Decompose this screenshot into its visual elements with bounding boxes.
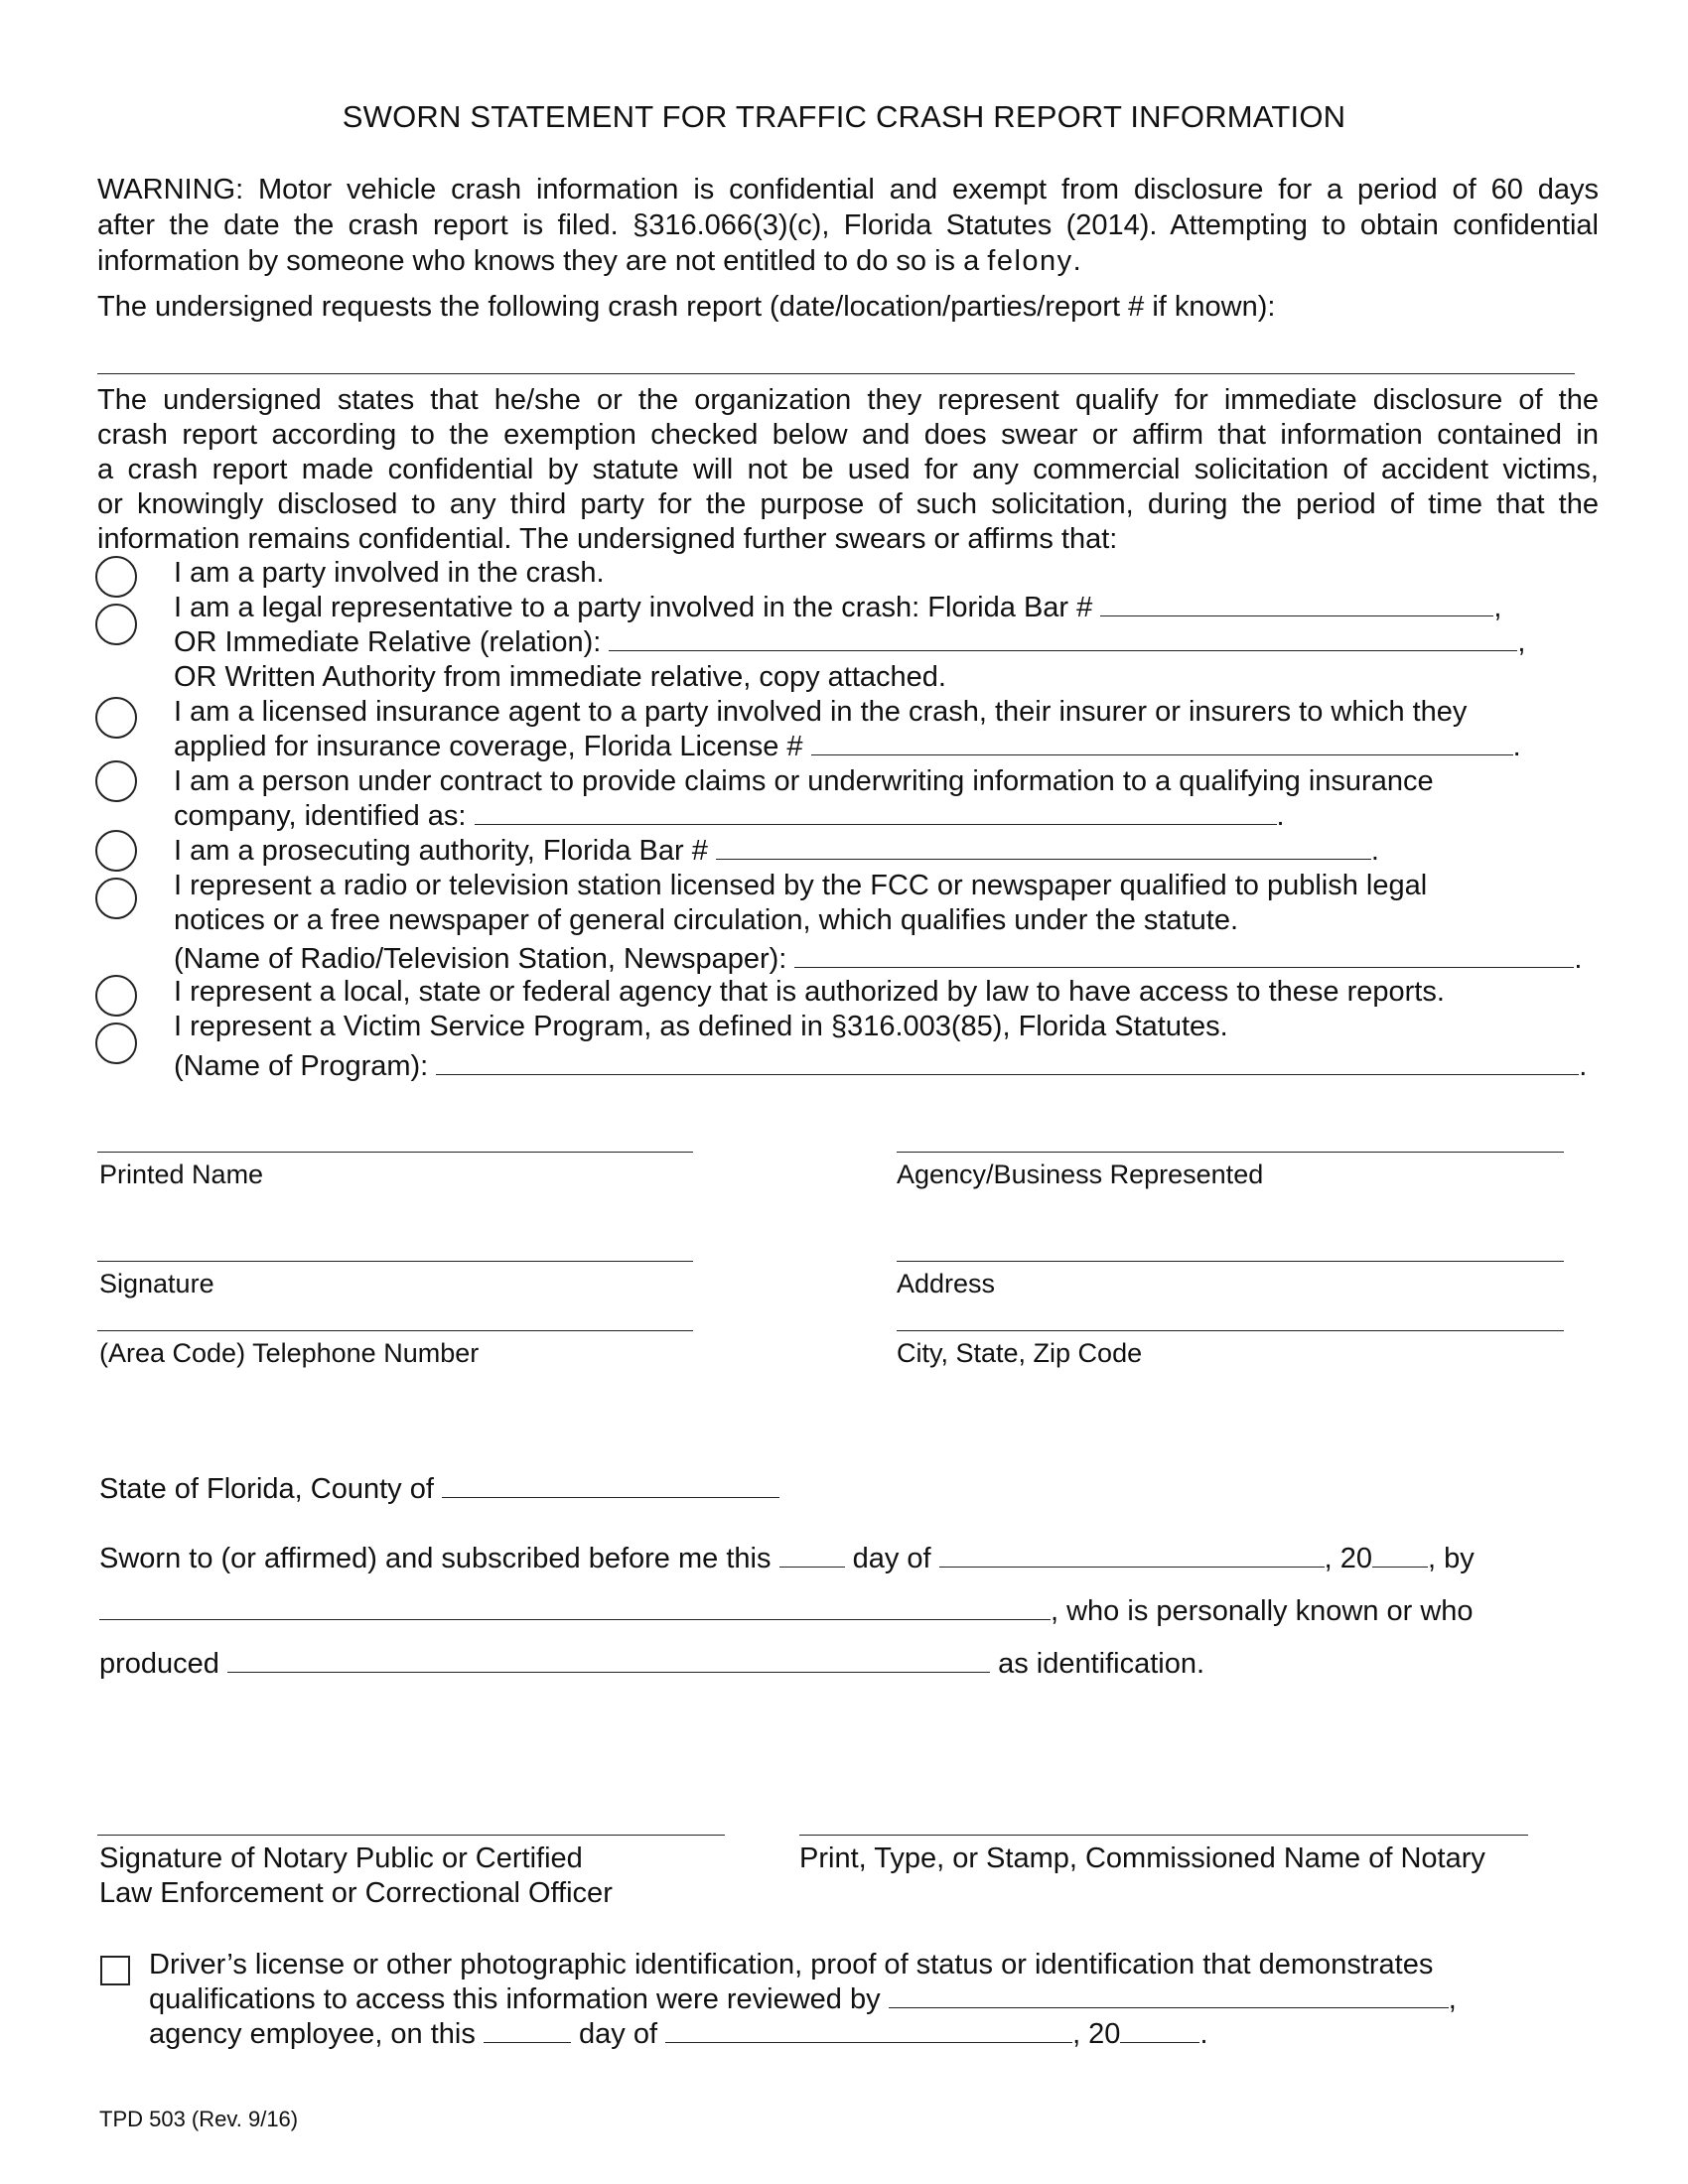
printed-name-label: Printed Name bbox=[99, 1160, 264, 1189]
insurance-license-field[interactable] bbox=[811, 733, 1513, 755]
option-legal-rep-label: I am a legal representative to a party involved in the crash: Florida Bar # bbox=[174, 592, 1093, 623]
verification-month-field[interactable] bbox=[665, 2020, 1072, 2043]
identification-field[interactable] bbox=[227, 1650, 990, 1673]
county-row bbox=[99, 1473, 779, 1506]
verification-year-field[interactable] bbox=[1120, 2020, 1199, 2043]
option-victim-radio[interactable] bbox=[95, 1023, 137, 1064]
option-program-name-label: (Name of Program): bbox=[174, 1050, 429, 1082]
city-state-zip-label: City, State, Zip Code bbox=[897, 1338, 1143, 1368]
notary-name-field[interactable] bbox=[799, 1835, 1528, 1836]
option-contract-row: company, identified as: . bbox=[174, 800, 1285, 832]
option-legal-rep-radio[interactable] bbox=[95, 604, 137, 645]
address-field[interactable] bbox=[897, 1261, 1564, 1262]
option-relative-label: OR Immediate Relative (relation): bbox=[174, 626, 602, 658]
option-relative-row: OR Immediate Relative (relation): , bbox=[174, 626, 1526, 658]
affiant-row bbox=[99, 1595, 1474, 1628]
statement-line-3: a crash report made confidential by statute will not be used for any commercial solicitation of accident victims, bbox=[97, 454, 1599, 485]
verification-day-field[interactable] bbox=[484, 2020, 571, 2043]
personally-known-text: , who is personally known or who bbox=[1051, 1595, 1474, 1627]
option-media-line-1: I represent a radio or television station licensed by the FCC or newspaper qualified to publish legal bbox=[174, 870, 1428, 901]
sworn-row bbox=[99, 1543, 1475, 1575]
option-party-label: I am a party involved in the crash. bbox=[174, 557, 605, 589]
insurance-company-field[interactable] bbox=[475, 802, 1277, 825]
option-agency-radio[interactable] bbox=[95, 975, 137, 1017]
option-legal-rep-row: I am a legal representative to a party involved in the crash: Florida Bar # , bbox=[174, 592, 1502, 623]
address-label: Address bbox=[897, 1269, 996, 1298]
telephone-field[interactable] bbox=[97, 1330, 693, 1331]
option-contract-radio[interactable] bbox=[95, 760, 137, 802]
notary-name-label: Print, Type, or Stamp, Commissioned Name of Notary bbox=[799, 1843, 1485, 1874]
crash-report-request-field[interactable] bbox=[97, 373, 1575, 374]
notary-signature-field[interactable] bbox=[97, 1835, 725, 1836]
option-written-authority-label: OR Written Authority from immediate relative, copy attached. bbox=[174, 661, 946, 693]
statement-line-1: The undersigned states that he/she or the organization they represent qualify for immediate disclosure of the bbox=[97, 384, 1599, 416]
warning-line-3-prefix: information by someone who knows they are not entitled to do so is a bbox=[97, 245, 988, 277]
affiant-name-field[interactable] bbox=[99, 1597, 1051, 1620]
option-media-radio[interactable] bbox=[95, 878, 137, 919]
notary-signature-label-2: Law Enforcement or Correctional Officer bbox=[99, 1877, 613, 1909]
felony-text: felony bbox=[987, 245, 1073, 277]
verification-day-of: day of bbox=[579, 2018, 657, 2050]
statement-line-5: information remains confidential. The undersigned further swears or affirms that: bbox=[97, 523, 1118, 555]
warning-line-1: WARNING: Motor vehicle crash information is confidential and exempt from disclosure for a period of 60 days bbox=[97, 174, 1599, 205]
county-field[interactable] bbox=[442, 1475, 779, 1498]
sworn-day-field[interactable] bbox=[779, 1545, 845, 1568]
verification-year-prefix: , 20 bbox=[1072, 2018, 1121, 2050]
verification-line-2: qualifications to access this information were reviewed by bbox=[149, 1983, 881, 2015]
verification-period: . bbox=[1199, 2018, 1208, 2050]
verification-row-2: qualifications to access this information were reviewed by , bbox=[149, 1983, 1457, 2015]
produced-row bbox=[99, 1648, 1204, 1681]
option-insurance-agent-line-1: I am a licensed insurance agent to a party involved in the crash, their insurer or insurers to which they bbox=[174, 696, 1468, 728]
notary-signature-label-1: Signature of Notary Public or Certified bbox=[99, 1843, 583, 1874]
warning-line-3 bbox=[97, 244, 1599, 279]
telephone-label: (Area Code) Telephone Number bbox=[99, 1338, 480, 1368]
prosecuting-bar-number-field[interactable] bbox=[716, 837, 1371, 860]
media-name-field[interactable] bbox=[794, 949, 1574, 968]
city-state-zip-field[interactable] bbox=[897, 1330, 1564, 1331]
legal-rep-bar-number-field[interactable] bbox=[1100, 594, 1493, 616]
verification-checkbox[interactable] bbox=[100, 1956, 130, 1985]
county-label: State of Florida, County of bbox=[99, 1473, 434, 1505]
option-insurance-agent-radio[interactable] bbox=[95, 697, 137, 739]
form-id: TPD 503 (Rev. 9/16) bbox=[99, 2107, 299, 2131]
sworn-day-of: day of bbox=[852, 1543, 931, 1574]
option-party-radio[interactable] bbox=[95, 556, 137, 598]
agency-business-label: Agency/Business Represented bbox=[897, 1160, 1264, 1189]
option-prosecuting-label: I am a prosecuting authority, Florida Bar # bbox=[174, 835, 708, 867]
signature-label: Signature bbox=[99, 1269, 214, 1298]
option-prosecuting-row: I am a prosecuting authority, Florida Bar # . bbox=[174, 835, 1379, 867]
statement-line-4: or knowingly disclosed to any third party for the purpose of such solicitation, during the period of time that the bbox=[97, 488, 1599, 520]
program-name-field[interactable] bbox=[436, 1056, 1579, 1075]
option-insurance-agent-row: applied for insurance coverage, Florida License # . bbox=[174, 731, 1521, 762]
option-victim-label: I represent a Victim Service Program, as defined in §316.003(85), Florida Statutes. bbox=[174, 1011, 1228, 1042]
option-contract-line-1: I am a person under contract to provide claims or underwriting information to a qualifying insurance bbox=[174, 765, 1434, 797]
option-agency-label: I represent a local, state or federal agency that is authorized by law to have access to these reports. bbox=[174, 976, 1445, 1008]
option-media-line-2: notices or a free newspaper of general circulation, which qualifies under the statute. bbox=[174, 904, 1239, 936]
option-media-name-label: (Name of Radio/Television Station, Newspaper): bbox=[174, 943, 787, 975]
verification-line-1: Driver’s license or other photographic identification, proof of status or identification that demonstrates bbox=[149, 1949, 1434, 1980]
signature-field[interactable] bbox=[97, 1261, 693, 1262]
produced-label: produced bbox=[99, 1648, 219, 1680]
relative-relation-field[interactable] bbox=[609, 628, 1517, 651]
sworn-year-prefix: , 20 bbox=[1324, 1543, 1373, 1574]
option-media-name-row: (Name of Radio/Television Station, Newspaper): . bbox=[174, 943, 1583, 975]
option-contract-line-2: company, identified as: bbox=[174, 800, 467, 832]
request-label: The undersigned requests the following crash report (date/location/parties/report # if known): bbox=[97, 291, 1276, 323]
option-program-name-row: (Name of Program): . bbox=[174, 1050, 1588, 1082]
printed-name-field[interactable] bbox=[97, 1152, 693, 1153]
page-title: SWORN STATEMENT FOR TRAFFIC CRASH REPORT INFORMATION bbox=[342, 99, 1346, 134]
sworn-by: , by bbox=[1428, 1543, 1475, 1574]
sworn-year-field[interactable] bbox=[1372, 1545, 1428, 1568]
verification-line-3-prefix: agency employee, on this bbox=[149, 2018, 476, 2050]
reviewer-field[interactable] bbox=[889, 1985, 1449, 2008]
warning-line-3-suffix: . bbox=[1072, 245, 1081, 277]
option-prosecuting-radio[interactable] bbox=[95, 830, 137, 872]
sworn-prefix: Sworn to (or affirmed) and subscribed before me this bbox=[99, 1543, 772, 1574]
sworn-month-field[interactable] bbox=[939, 1545, 1325, 1568]
statement-line-2: crash report according to the exemption checked below and does swear or affirm that information contained in bbox=[97, 419, 1599, 451]
verification-row-3 bbox=[149, 2018, 1208, 2051]
option-insurance-agent-line-2: applied for insurance coverage, Florida License # bbox=[174, 731, 803, 762]
warning-line-2: after the date the crash report is filed. §316.066(3)(c), Florida Statutes (2014). Attempting to obtain confidential bbox=[97, 209, 1599, 241]
agency-business-field[interactable] bbox=[897, 1152, 1564, 1153]
as-identification-text: as identification. bbox=[998, 1648, 1205, 1680]
